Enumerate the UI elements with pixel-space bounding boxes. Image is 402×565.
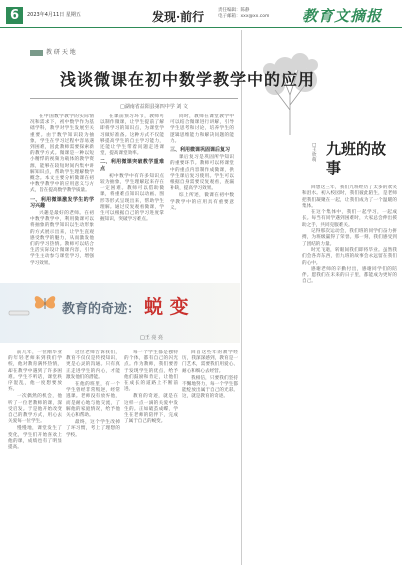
article2-column: [66, 350, 120, 560]
article1-subheading: 一、利用微课激发学生的学习兴趣: [30, 196, 94, 209]
article2-title-prefix: 教育的奇迹：: [62, 302, 141, 317]
side-paragraph: 在这个集体中，我们一起学习，一起成长。每当有同学遇到困难时，大家总会伸出援助之手，共同克服难关。: [302, 210, 397, 228]
article2-column: [124, 350, 178, 560]
article2-paragraph: 前几年，一位刚毕业的年轻老师来到我们学校，他对教育满怀热情，却在教学中遇到了许多困难。学生不听话，课堂秩序混乱，他一度想要放弃。: [8, 350, 62, 393]
article1-paragraph: 在中国数学教学的实际情况和需求下，初中数学作为基础学科，教学对学生发展至关重要。由于数学知识较为抽象，学生在学习过程中容易遇到困难，因此教师需要探索新的教学方式。微课是一种以短小精悍的视频为载体的教学资源，能够在较短时间内集中讲解知识点，帮助学生理解数学概念。本文主要分析微课在初中数学教学中的应用意义与方式，旨在提高数学教学质量。: [30, 114, 94, 194]
article1-paragraph: 在课前预习环节，教师可以制作微课，让学生提前了解即将学习的知识点，为课堂学习做好准备。这种方式不仅能够提高学生的自主学习能力，还能让学生带着问题走进课堂，提高课堂效率。: [100, 114, 164, 157]
article2-title-highlight: 蜕 变: [144, 296, 189, 318]
article2-column: [182, 350, 238, 560]
column-label: [30, 47, 76, 56]
side-paragraph: 时光飞逝，转眼间我们即将毕业。虽然我们会各奔东西，但九班的故事会永远留在我们的心中。: [302, 247, 397, 266]
article2-paragraph: 我相信，只要我们坚持不懈地努力，每一个学生都能绽放出属于自己的光彩。这，就是教育的奇迹。: [182, 375, 238, 400]
article2-paragraph: 每一个学生都是独特的个体，都有自己的闪光点。作为教师，我们要善于发现学生的优点，给予他们鼓励和肯定，让他们在成长的道路上不断前进。: [124, 350, 178, 393]
article2-paragraph: 回首这些年的教学经历，我深深感到，教育是一门艺术，需要我们用爱心、耐心和细心去经营。: [182, 350, 238, 374]
article2-column: [8, 350, 62, 560]
article1-column: [100, 114, 164, 280]
article2-paragraph: 最终，这个学生改掉了坏习惯，考上了理想的学校。: [66, 420, 120, 438]
article2-paragraph: 一次偶然的机会，他听了一位老教师的课，深受启发。于是他开始改变自己的教学方式，用心去关爱每一位学生。: [8, 394, 62, 425]
article1-column: [170, 114, 234, 280]
side-article-body: [302, 185, 397, 555]
article2-paragraph: 在他的班里，有一个学生曾经非常叛逆，经常逃课。老师没有放弃他，而是耐心地与他交流，了解他的家庭情况，给予他关心和帮助。: [66, 382, 120, 419]
butterfly-icon: [32, 292, 58, 314]
article1-paragraph: 兴趣是最好的老师。在初中数学教学中，利用微课可以将抽象的数学知识以生动形象的方式展示出来，让学生直观感受数学的魅力，从而激发他们的学习热情。教师可以结合生活实际设计微课内容，引导学生主动参与课堂学习，增强学习效果。: [30, 211, 94, 266]
side-paragraph: 感谢老师的辛勤付出，感谢同学们的陪伴。愿我们在未来的日子里，都能成为更好的自己。: [302, 266, 397, 285]
section-title: 发现·前行: [152, 10, 205, 24]
chalk-icon: [8, 308, 32, 318]
article1-paragraph: 同时，教师在课堂教学中可以结合微课进行讲解，引导学生思考和讨论，培养学生的逻辑思维能力和解决问题的能力。: [170, 114, 234, 144]
article1-subheading: 二、利用微课突破教学重难点: [100, 159, 164, 172]
article1-byline: □湖南省益阳县第四中学 刘 文: [120, 104, 188, 110]
side-article-title: 九班的故事: [326, 140, 387, 177]
newspaper-masthead: 教育文摘报: [302, 7, 383, 25]
article1-subheading: 三、利用微课巩固课后复习: [170, 147, 231, 154]
column-divider: [241, 30, 242, 565]
editor-line: 责任编辑：陈静: [218, 8, 250, 13]
article2-title: [62, 292, 189, 319]
page-number: 6: [6, 7, 23, 24]
side-byline: □王 欣 萌: [312, 143, 317, 163]
article2-byline: □王 亮 亮: [140, 335, 163, 341]
article1-paragraph: 综上所述，微课在初中数学教学中的应用具有重要意义。: [170, 193, 234, 211]
column-label-mark: [30, 50, 43, 56]
article1-paragraph: 初中数学中有许多知识点较为抽象，学生理解起来存在一定困难。教师可以借助微课，将重难点知识以动画、图形等形式呈现出来，帮助学生理解。通过反复观看微课，学生可以根据自己的学习进度掌握知识，突破学习难点。: [100, 173, 164, 223]
article1-paragraph: 课后复习是巩固所学知识的重要环节。教师可以将课堂中的重点内容制作成微课，供学生课后复习使用。学生可以根据自身需要反复观看，查漏补缺，提高学习效果。: [170, 155, 234, 192]
article1-title-rule: [30, 98, 238, 99]
side-paragraph: 记得那次运动会，我们班的同学们奋力拼搏，为班级赢得了荣誉。那一刻，我们感受到了团结的力量。: [302, 229, 397, 247]
column-label-text: 教 研 天 地: [46, 49, 76, 56]
side-paragraph: 回想这三年，我们九班经历了太多的欢笑和泪水。初入校园时，我们彼此陌生，是老师把我们凝聚在一起，让我们成为了一个温暖的集体。: [302, 185, 397, 209]
editor-line: 电子邮箱：xxx@xx.com: [218, 14, 270, 19]
article2-paragraph: 慢慢地，课堂发生了变化，学生们开始喜欢上他的课，成绩也有了明显提高。: [8, 426, 62, 451]
issue-date: 2023年4月11日 星期五: [27, 12, 81, 18]
article1-title: 浅谈微课在初中数学教学中的应用: [60, 70, 316, 89]
article2-paragraph: 这位老师告诉我们，教育不仅仅是传授知识，更是心灵的沟通。只有真正走进学生的内心，才能激发他们的潜能。: [66, 350, 120, 380]
article2-paragraph: 教育的奇迹，就是在这样一点一滴的关爱中发生的。正如破茧成蝶，学生在老师的陪伴下，完成了属于自己的蜕变。: [124, 394, 178, 425]
editor-info: [218, 8, 269, 20]
article1-column: [30, 114, 94, 280]
